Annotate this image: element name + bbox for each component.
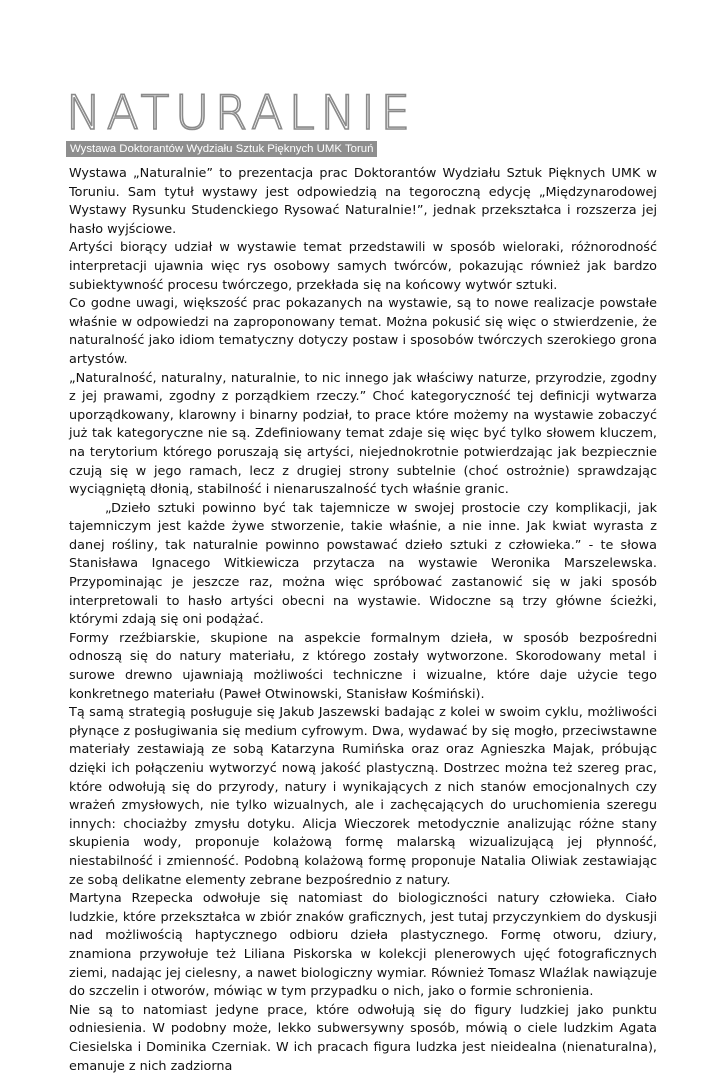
- paragraph: Artyści biorący udział w wystawie temat przedstawili w sposób wieloraki, różnorodność interpretacji ujawnia więc rys osobowy samych twórców, pokazując również jak bardzo subiektywność procesu twórczego, przekłada się na końcowy wytwór sztuki.: [69, 240, 657, 293]
- paragraph: „Naturalność, naturalny, naturalnie, to nic innego jak właściwy naturze, przyrodzie, zgodny z jej prawami, zgodny z porządkiem rzeczy.” Choć kategoryczność tej definicji wytwarza uporządkowany, klarowny i binarny podział, to prace które możemy na wystawie zobaczyć już tak kategoryczne nie są. Zdefiniowany temat zdaje się więc być tylko słowem kluczem, na terytorium którego poruszają się artyści, niejednokrotnie potwierdzając jak bezpiecznie czują się w jego ramach, lecz z drugiej strony subtelnie (choć ostrożnie) sprawdzając wyciągniętą dłonią, stabilność i nienaruszalność tych właśnie granic.: [69, 370, 657, 498]
- paragraph: Formy rzeźbiarskie, skupione na aspekcie formalnym dzieła, w sposób bezpośredni odnoszą się do natury materiału, z którego zostały wytworzone. Skorodowany metal i surowe drewno ujawniają możliwości techniczne i wizualne, które daje użycie tego konkretnego materiału (Paweł Otwinowski, Stanisław Kośmiński).: [69, 630, 657, 702]
- paragraph: Martyna Rzepecka odwołuje się natomiast do biologiczności natury człowieka. Ciało ludzkie, które przekształca w zbiór znaków graficznych, jest tutaj przyczynkiem do dyskusji nad możliwością haptycznego odbioru dzieła plastycznego. Formę otworu, dziury, znamiona przywołuje też Liliana Piskorska w kolekcji plenerowych ujęć fotograficznych ziemi, nadając jej cielesny, a nawet biologiczny wymiar. Również Tomasz Wlaźlak nawiązuje do szczelin i otworów, mówiąc w tym przypadku o nich, jako o formie schronienia.: [69, 891, 657, 1000]
- logo-title: NATURALNIE: [66, 86, 416, 141]
- paragraph: Tą samą strategią posługuje się Jakub Jaszewski badając z kolei w swoim cyklu, możliwości płynące z posługiwania się medium cyfrowym. Dwa, wydawać by się mogło, przeciwstawne materiały zestawiają ze sobą Katarzyna Rumińska oraz oraz Agnieszka Majak, próbując dzięki ich połączeniu wytworzyć nową jakość plastyczną. Dostrzec można też szereg prac, które odwołują się do przyrody, natury i wynikających z nich stanów emocjonalnych czy wrażeń zmysłowych, nie tylko wizualnych, ale i zachęcających do uruchomienia szeregu innych: chociażby zmysłu dotyku. Alicja Wieczorek metodycznie analizując różne stany skupienia wody, proponuje kolażową formę malarską wizualizującą jej płynność, niestabilność i zmienność. Podobną kolażową formę proponuje Natalia Oliwiak zestawiając ze sobą delikatne elementy zebrane bezpośrednio z natury.: [69, 705, 657, 888]
- document-body: [69, 165, 657, 1076]
- paragraph: Wystawa „Naturalnie” to prezentacja prac Doktorantów Wydziału Sztuk Pięknych UMK w Toruniu. Sam tytuł wystawy jest odpowiedzią na tegoroczną edycję „Międzynarodowej Wystawy Rysunku Studenckiego Rysować Naturalnie!”, jednak przekształca i rozszerza jej hasło wyjściowe.: [69, 166, 657, 237]
- exhibition-logo: [66, 86, 416, 157]
- logo-subtitle: Wystawa Doktorantów Wydziału Sztuk Pięknych UMK Toruń: [66, 141, 377, 157]
- paragraph: Co godne uwagi, większość prac pokazanych na wystawie, są to nowe realizacje powstałe właśnie w odpowiedzi na zaproponowany temat. Można pokusić się więc o stwierdzenie, że naturalność jako idiom tematyczny dotyczy postaw i sposobów twórczych szerokiego grona artystów.: [69, 296, 657, 367]
- paragraph: Nie są to natomiast jedyne prace, które odwołują się do figury ludzkiej jako punktu odniesienia. W podobny może, lekko subwersywny sposób, mówią o ciele ludzkim Agata Ciesielska i Dominika Czerniak. W ich pracach figura ludzka jest nieidealna (nienaturalna), emanuje z nich zadziorna: [69, 1002, 657, 1074]
- paragraph-quote: „Dzieło sztuki powinno być tak tajemnicze w swojej prostocie czy komplikacji, jak tajemniczym jest każde żywe stworzenie, takie właśnie, a nie inne. Jak kwiat wyrasta z danej rośliny, tak naturalnie powinno powstawać dzieło sztuki z człowieka.” - te słowa Stanisława Ignacego Witkiewicza przytacza na wystawie Weronika Marszelewska. Przypominając je jeszcze raz, można więc spróbować zastanowić się w jaki sposób interpretowali to hasło artyści obecni na wystawie. Widoczne są trzy główne ścieżki, którymi zdają się oni podążać.: [69, 500, 657, 628]
